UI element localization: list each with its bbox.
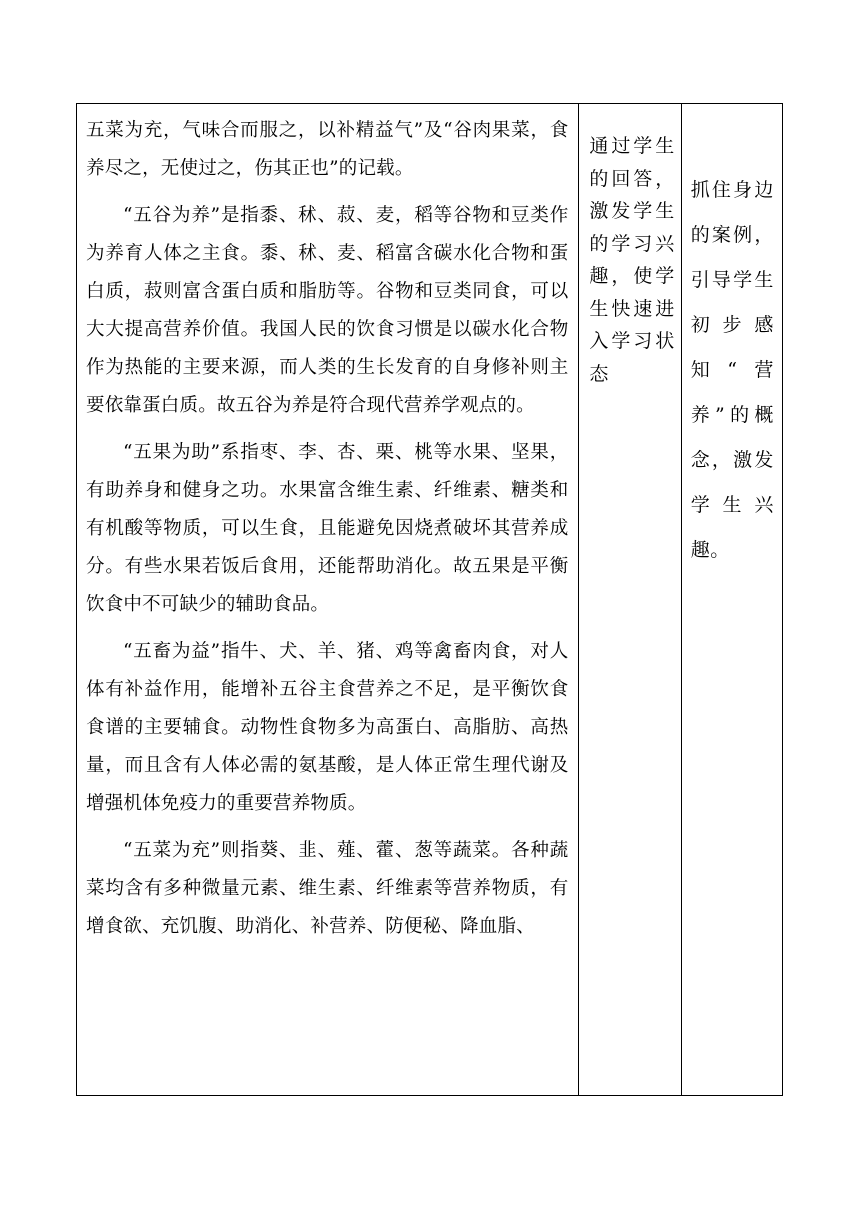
lesson-plan-table bbox=[76, 103, 783, 1096]
design-intent-cell bbox=[681, 104, 782, 1096]
student-activity-cell bbox=[579, 104, 681, 1096]
content-paragraph: “五畜为益”指牛、犬、羊、猪、鸡等禽畜肉食，对人体有补益作用，能增补五谷主食营养之不足，是平衡饮食食谱的主要辅食。动物性食物多为高蛋白、高脂肪、高热量，而且含有人体必需的氨基酸，是人体正常生理代谢及增强机体免疫力的重要营养物质。 bbox=[86, 641, 569, 814]
content-paragraph: “五果为助”系指枣、李、杏、栗、桃等水果、坚果，有助养身和健身之功。水果富含维生素、纤维素、糖类和有机酸等物质，可以生食，且能避免因烧煮破坏其营养成分。有些水果若饭后食用，还能帮助消化。故五果是平衡饮食中不可缺少的辅助食品。 bbox=[86, 442, 569, 615]
design-intent-text: 抓住身边的案例，引导学生初步感知“营养”的概念，激发学生兴趣。 bbox=[690, 179, 774, 561]
table-row bbox=[77, 104, 783, 1096]
content-paragraph: “五菜为充”则指葵、韭、薤、藿、葱等蔬菜。各种蔬菜均含有多种微量元素、维生素、纤维素等营养物质，有增食欲、充饥腹、助消化、补营养、防便秘、降血脂、 bbox=[86, 840, 569, 937]
content-paragraph: 五菜为充，气味合而服之，以补精益气”及“谷肉果菜，食养尽之，无使过之，伤其正也”的记载。 bbox=[86, 120, 569, 179]
student-activity-text: 通过学生的回答，激发学生的学习兴趣，使学生快速进入学习状态 bbox=[589, 135, 675, 385]
content-paragraph: “五谷为养”是指黍、秫、菽、麦，稻等谷物和豆类作为养育人体之主食。黍、秫、麦、稻富含碳水化合物和蛋白质，菽则富含蛋白质和脂肪等。谷物和豆类同食，可以大大提高营养价值。我国人民的饮食习惯是以碳水化合物作为热能的主要来源，而人类的生长发育的自身修补则主要依靠蛋白质。故五谷为养是符合现代营养学观点的。 bbox=[86, 205, 569, 416]
teaching-content-cell bbox=[77, 104, 579, 1096]
